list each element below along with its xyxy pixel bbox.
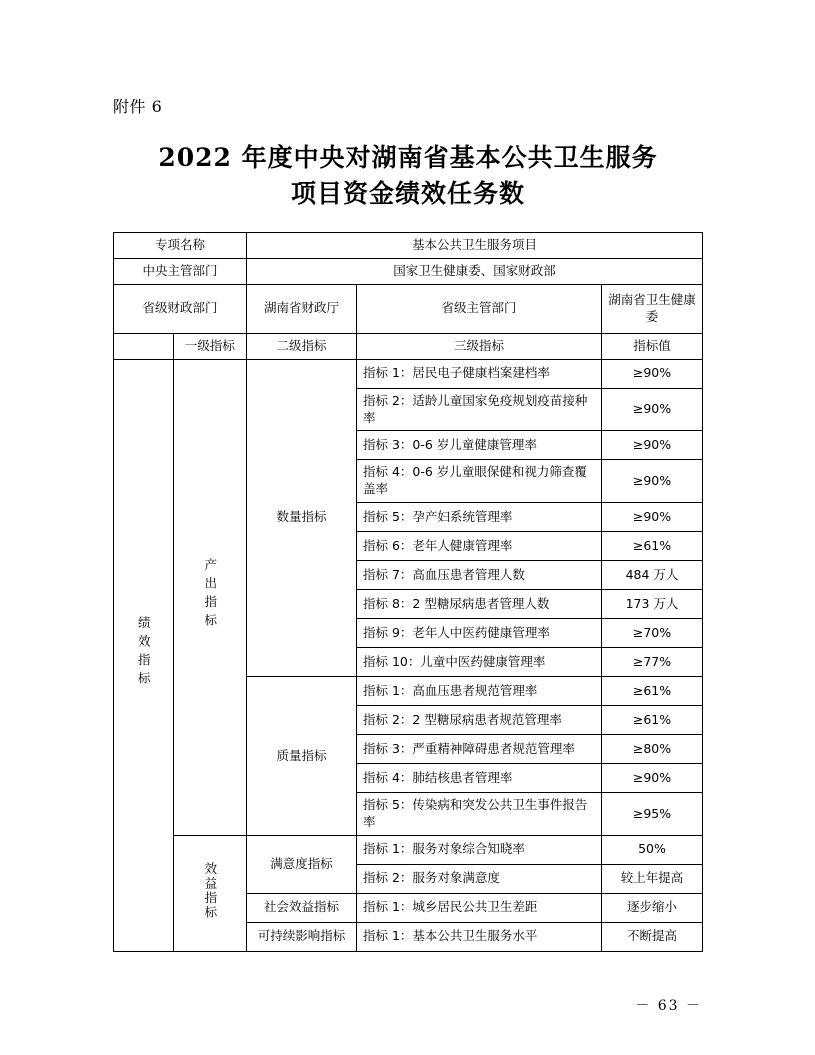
indicator-value: ≥90%	[602, 431, 703, 460]
indicator-text: 指标 2：适龄儿童国家免疫规划疫苗接种率	[357, 388, 602, 431]
performance-table	[113, 232, 703, 952]
indicator-text: 指标 2：2 型糖尿病患者规范管理率	[357, 706, 602, 735]
table-row	[114, 359, 703, 388]
indicator-text: 指标 1：居民电子健康档案建档率	[357, 359, 602, 388]
column-header-level2: 二级指标	[247, 333, 357, 359]
indicator-text: 指标 7：高血压患者管理人数	[357, 561, 602, 590]
indicator-text: 指标 3：严重精神障碍患者规范管理率	[357, 735, 602, 764]
indicator-value: ≥90%	[602, 503, 703, 532]
table-header-row	[114, 333, 703, 359]
special-project-value: 基本公共卫生服务项目	[247, 233, 703, 259]
indicator-value: ≥61%	[602, 677, 703, 706]
special-project-label: 专项名称	[114, 233, 247, 259]
level2-satisfaction-label: 满意度指标	[247, 835, 357, 893]
performance-indicator-label	[114, 359, 174, 951]
table-row	[114, 258, 703, 284]
provincial-supervisor-value: 湖南省卫生健康委	[602, 284, 703, 333]
indicator-value: 不断提高	[602, 922, 703, 951]
provincial-supervisor-label: 省级主管部门	[357, 284, 602, 333]
level1-output-text: 产出指标	[202, 557, 218, 632]
indicator-value: 484 万人	[602, 561, 703, 590]
performance-indicator-text: 绩效指标	[136, 615, 152, 690]
indicator-value: ≥90%	[602, 388, 703, 431]
page-number: － 63 －	[635, 998, 702, 1014]
indicator-text: 指标 2：服务对象满意度	[357, 864, 602, 893]
attachment-label: 附件 6	[113, 97, 163, 116]
indicator-text: 指标 6：老年人健康管理率	[357, 532, 602, 561]
level1-output-label	[173, 359, 246, 835]
indicator-value: ≥90%	[602, 359, 703, 388]
central-dept-label: 中央主管部门	[114, 258, 247, 284]
indicator-text: 指标 5：传染病和突发公共卫生事件报告率	[357, 793, 602, 836]
provincial-finance-value: 湖南省财政厅	[247, 284, 357, 333]
indicator-text: 指标 1：高血压患者规范管理率	[357, 677, 602, 706]
page-title-line-1: 2022 年度中央对湖南省基本公共卫生服务	[158, 143, 658, 172]
table-row	[114, 835, 703, 864]
level1-benefit-label	[173, 835, 246, 951]
column-header-target-value: 指标值	[602, 333, 703, 359]
indicator-value: ≥61%	[602, 532, 703, 561]
level2-quality-label: 质量指标	[247, 677, 357, 836]
table-row	[114, 233, 703, 259]
page-title	[113, 140, 703, 213]
indicator-text: 指标 8：2 型糖尿病患者管理人数	[357, 590, 602, 619]
level2-social-benefit-label: 社会效益指标	[247, 893, 357, 922]
central-dept-value: 国家卫生健康委、国家财政部	[247, 258, 703, 284]
indicator-value: ≥80%	[602, 735, 703, 764]
provincial-finance-label: 省级财政部门	[114, 284, 247, 333]
indicator-text: 指标 4：0-6 岁儿童眼保健和视力筛查覆盖率	[357, 460, 602, 503]
column-header-level3: 三级指标	[357, 333, 602, 359]
indicator-text: 指标 10：儿童中医药健康管理率	[357, 648, 602, 677]
level1-benefit-text: 效益指标	[202, 861, 218, 920]
indicator-value: 173 万人	[602, 590, 703, 619]
indicator-text: 指标 1：服务对象综合知晓率	[357, 835, 602, 864]
indicator-text: 指标 5：孕产妇系统管理率	[357, 503, 602, 532]
table-row	[114, 284, 703, 333]
indicator-text: 指标 1：城乡居民公共卫生差距	[357, 893, 602, 922]
column-header-level1: 一级指标	[173, 333, 246, 359]
indicator-text: 指标 4：肺结核患者管理率	[357, 764, 602, 793]
indicator-value: ≥90%	[602, 460, 703, 503]
indicator-value: 较上年提高	[602, 864, 703, 893]
indicator-value: 逐步缩小	[602, 893, 703, 922]
indicator-text: 指标 9：老年人中医药健康管理率	[357, 619, 602, 648]
indicator-value: ≥70%	[602, 619, 703, 648]
indicator-value: ≥61%	[602, 706, 703, 735]
indicator-value: ≥77%	[602, 648, 703, 677]
indicator-text: 指标 3：0-6 岁儿童健康管理率	[357, 431, 602, 460]
indicator-value: 50%	[602, 835, 703, 864]
indicator-value: ≥90%	[602, 764, 703, 793]
indicator-text: 指标 1：基本公共卫生服务水平	[357, 922, 602, 951]
page-title-line-2: 项目资金绩效任务数	[290, 179, 525, 209]
empty-corner-cell	[114, 333, 174, 359]
level2-sustainable-impact-label: 可持续影响指标	[247, 922, 357, 951]
level2-quantity-label: 数量指标	[247, 359, 357, 677]
indicator-value: ≥95%	[602, 793, 703, 836]
